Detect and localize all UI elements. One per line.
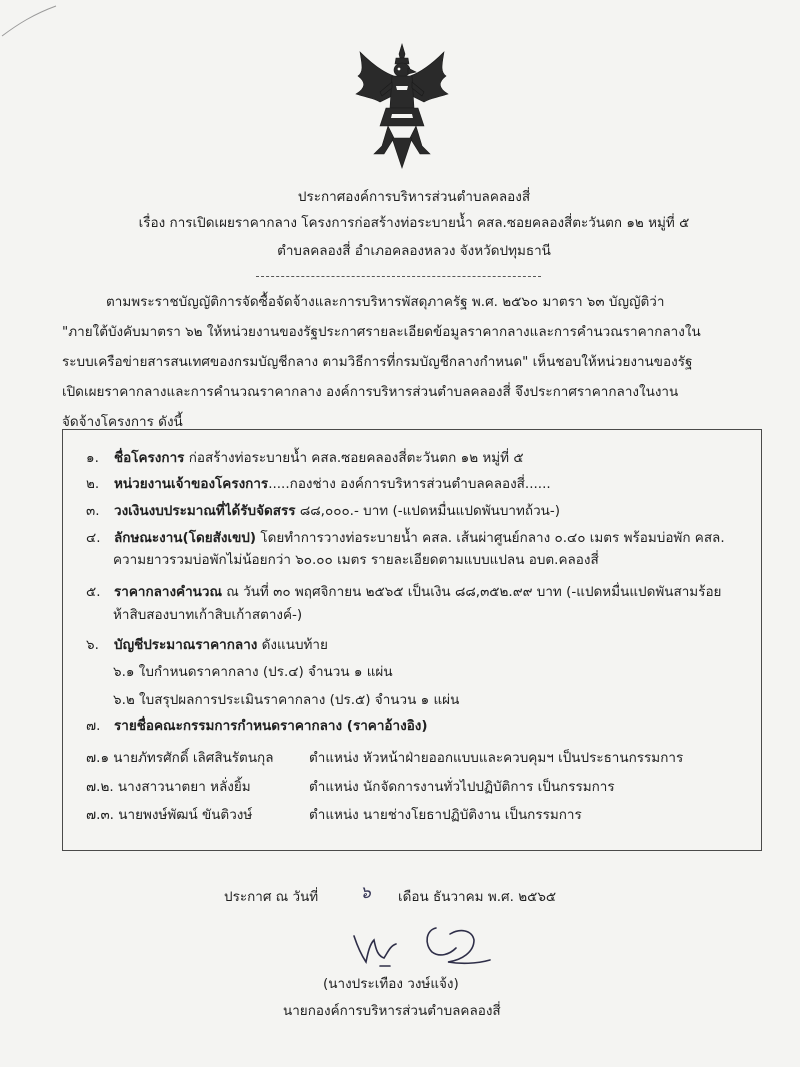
announcement-heading: ประกาศองค์การบริหารส่วนตำบลคลองสี่ — [297, 189, 531, 205]
header-separator — [256, 276, 541, 277]
item-price-estimate: ๖. บัญชีประมาณราคากลาง ดังแนบท้าย — [86, 637, 328, 653]
intro-line: ตามพระราชบัญญัติการจัดซื้อจัดจ้างและการบริหารพัสดุภาครัฐ พ.ศ. ๒๕๖๐ มาตรา ๖๓ บัญญัติว่า — [106, 294, 665, 310]
committee-member-position: ตำแหน่ง นักจัดการงานทั่วไปปฏิบัติการ เป็นกรรมการ — [309, 779, 615, 795]
item-work-description-cont: ความยาวรวมบ่อพักไม่น้อยกว่า ๖๐.๐๐ เมตร รายละเอียดตามแบบแปลน อบต.คลองสี่ — [113, 552, 599, 568]
pencil-mark — [0, 0, 60, 40]
item-budget: ๓. วงเงินงบประมาณที่ได้รับจัดสรร ๘๘,๐๐๐.- บาท (-แปดหมื่นแปดพันบาทถ้วน-) — [86, 503, 561, 519]
intro-line: เปิดเผยราคากลางและการคำนวณราคากลาง องค์การบริหารส่วนตำบลคลองสี่ จึงประกาศราคากลางในงาน — [62, 384, 679, 400]
intro-paragraph — [62, 287, 754, 437]
committee-member-name: ๗.๓. นายพงษ์พัฒน์ ขันติวงษ์ — [86, 807, 253, 823]
item-committee: ๗. รายชื่อคณะกรรมการกำหนดราคากลาง (ราคาอ้างอิง) — [86, 718, 428, 734]
item-reference-price: ๕. ราคากลางคำนวณ ณ วันที่ ๓๐ พฤศจิกายน ๒๕๖๕ เป็นเงิน ๘๘,๓๕๒.๙๙ บาท (-แปดหมื่นแปดพันสามร้อย — [86, 584, 722, 600]
announce-date-suffix: เดือน ธันวาคม พ.ศ. ๒๕๖๕ — [398, 889, 557, 905]
item-work-description: ๔. ลักษณะงาน(โดยสังเขป) โดยทำการวางท่อระบายน้ำ คสล. เส้นผ่าศูนย์กลาง ๐.๔๐ เมตร พร้อมบ่อพัก คสล. — [86, 530, 725, 546]
signer-name: (นางประเทือง วงษ์แจ้ง) — [323, 976, 459, 992]
garuda-emblem-icon — [352, 42, 452, 170]
signer-title: นายกองค์การบริหารส่วนตำบลคลองสี่ — [283, 1003, 501, 1019]
committee-member-name: ๗.๒. นางสาวนาตยา หลั่งยิ้ม — [86, 779, 251, 795]
intro-line: ระบบเครือข่ายสารสนเทศของกรมบัญชีกลาง ตามวิธีการที่กรมบัญชีกลางกำหนด" เห็นชอบให้หน่วยงานของรัฐ — [62, 354, 693, 370]
announcement-location: ตำบลคลองสี่ อำเภอคลองหลวง จังหวัดปทุมธานี — [277, 243, 551, 259]
committee-member-position: ตำแหน่ง หัวหน้าฝ่ายออกแบบและควบคุมฯ เป็นประธานกรรมการ — [309, 750, 684, 766]
item-project-name: ๑. ชื่อโครงการ ก่อสร้างท่อระบายน้ำ คสล.ซอยคลองสี่ตะวันตก ๑๒ หมู่ที่ ๕ — [86, 450, 524, 466]
committee-member-name: ๗.๑ นายภัทรศักดิ์ เลิศสินรัตนกุล — [86, 750, 274, 766]
handwritten-signature — [350, 922, 510, 974]
attachment-item: ๖.๑ ใบกำหนดราคากลาง (ปร.๔) จำนวน ๑ แผ่น — [113, 664, 393, 680]
committee-member-position: ตำแหน่ง นายช่างโยธาปฏิบัติงาน เป็นกรรมการ — [309, 807, 582, 823]
announcement-subject: เรื่อง การเปิดเผยราคากลาง โครงการก่อสร้างท่อระบายน้ำ คสล.ซอยคลองสี่ตะวันตก ๑๒ หมู่ที่ ๕ — [138, 215, 690, 231]
attachment-item: ๖.๒ ใบสรุปผลการประเมินราคากลาง (ปร.๕) จำนวน ๑ แผ่น — [113, 692, 460, 708]
item-owner-agency: ๒. หน่วยงานเจ้าของโครงการ.....กองช่าง องค์การบริหารส่วนตำบลคลองสี่...... — [86, 476, 551, 492]
intro-line: จัดจ้างโครงการ ดังนี้ — [62, 414, 183, 430]
announce-date-prefix: ประกาศ ณ วันที่ — [224, 889, 319, 905]
item-reference-price-cont: ห้าสิบสองบาทเก้าสิบเก้าสตางค์-) — [113, 607, 303, 623]
intro-line: "ภายใต้บังคับมาตรา ๖๒ ให้หน่วยงานของรัฐประกาศรายละเอียดข้อมูลราคากลางและการคำนวณราคากลางใน — [62, 324, 701, 340]
announce-date-day: ๖ — [360, 883, 371, 903]
